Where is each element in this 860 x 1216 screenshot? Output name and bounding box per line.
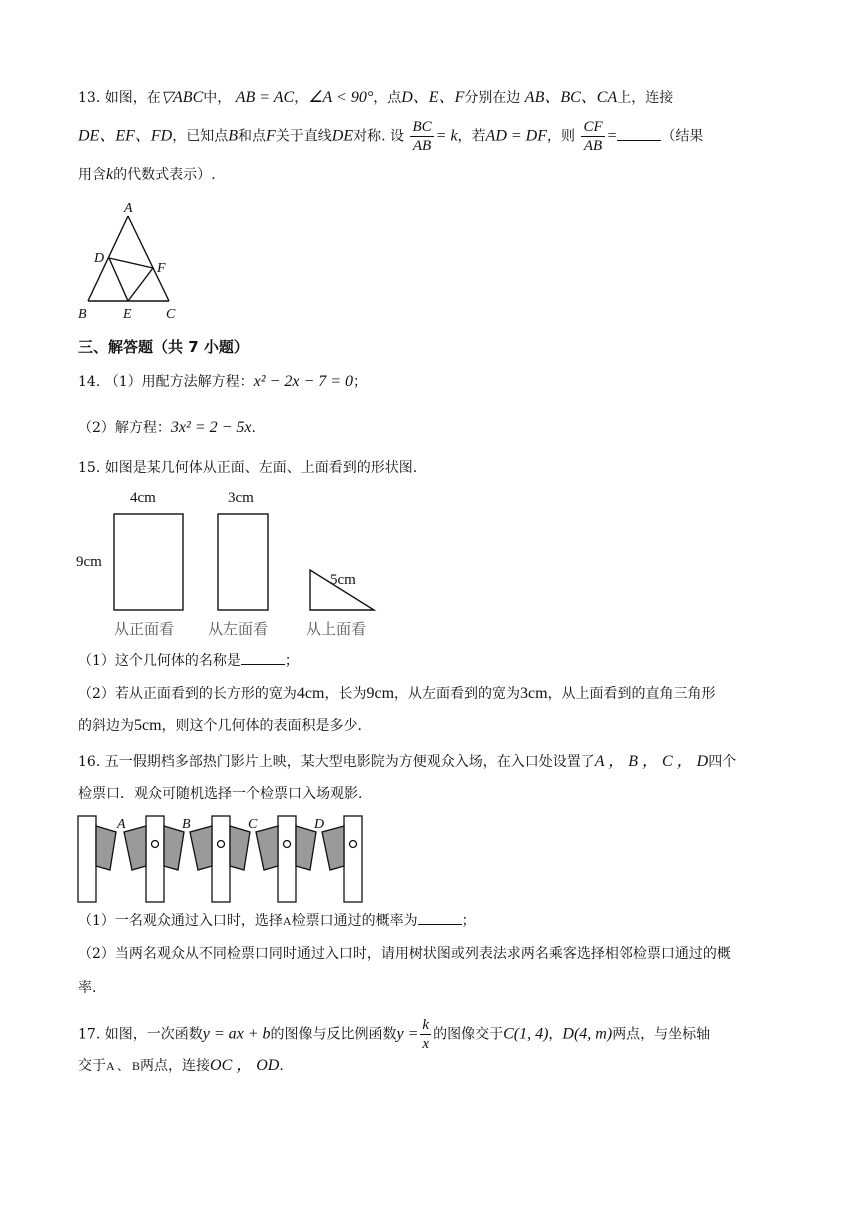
label-a: A	[124, 201, 133, 216]
label-e: E	[123, 307, 132, 322]
q14-number: 14.	[78, 374, 101, 390]
post-hole-5	[350, 841, 357, 848]
q15-three-views-figure	[74, 484, 394, 642]
flap-2l	[124, 826, 146, 870]
q16-part1: （1）一名观众通过入口时，选择A检票口通过的概率为 ；	[78, 910, 783, 931]
q13-line3: 用含k的代数式表示）.	[78, 166, 216, 183]
label-d: D	[94, 251, 105, 266]
gate-post-4	[278, 816, 296, 902]
segment-ef	[128, 268, 153, 301]
segment-de	[109, 258, 128, 301]
side-ac	[128, 216, 169, 301]
q15-part2-line2: 的斜边为5cm，则这个几何体的表面积是多少.	[78, 717, 362, 734]
q15-part2-line1: （2）若从正面看到的长方形的宽为4cm，长为9cm，从左面看到的宽为3cm，从上面看到的直角三角形	[78, 685, 716, 702]
q13-line2: DE、EF、FD，已知点B和点F关于直线DE对称. 设 $\frac{BC}{AB}$ = k，若AD = DF，则 $\frac{CF}{AB}$ = （结果	[78, 119, 704, 154]
q14-line2: （2）解方程：3x² = 2 − 5x.	[78, 419, 256, 436]
q15-part1: （1）这个几何体的名称是 ；	[78, 650, 783, 671]
q13-line1: 13. 如图，在▽ABC中， AB = AC，∠A < 90°，点D、E、F分别在边 AB、BC、CA上，连接	[78, 89, 674, 106]
label-f: F	[157, 261, 166, 276]
flap-3l	[190, 826, 212, 870]
left-view-rect	[218, 514, 268, 610]
q13-number: 13.	[78, 90, 101, 106]
hypotenuse-label: 5cm	[330, 572, 356, 588]
left-width-label: 3cm	[228, 490, 254, 506]
post-hole-2	[152, 841, 159, 848]
flap-2r	[164, 826, 184, 870]
gate-label-a: A	[117, 817, 126, 832]
post-hole-4	[284, 841, 291, 848]
q16-gates-figure	[76, 814, 368, 904]
q17-fraction-k-x: $\frac{k}{x}$	[422, 1017, 430, 1052]
q17-line1: 17. 如图，一次函数y = ax + b的图像与反比例函数y = $\frac{k}{x}$ 的图像交于C(1, 4)，D(4, m)两点，与坐标轴	[78, 1017, 711, 1052]
q16-answer-blank	[418, 910, 462, 925]
q16-line1: 16. 五一假期档多部热门影片上映，某大型电影院为方便观众入场，在入口处设置了A ， B ， C ， D四个	[78, 753, 737, 770]
gate-label-b: B	[182, 817, 191, 832]
gate-post-2	[146, 816, 164, 902]
front-width-label: 4cm	[130, 490, 156, 506]
flap-5l	[322, 826, 344, 870]
label-c: C	[166, 307, 176, 322]
left-view-caption: 从左面看	[208, 622, 269, 638]
q16-line2: 检票口．观众可随机选择一个检票口入场观影.	[78, 786, 363, 802]
front-view-rect	[114, 514, 183, 610]
section-heading: 三、解答题（共 7 小题）	[78, 338, 249, 356]
gate-label-d: D	[314, 817, 325, 832]
gate-post-5	[344, 816, 362, 902]
q13-fraction-cf-ab: $\frac{CF}{AB}$	[583, 119, 603, 154]
gate-label-c: C	[248, 817, 258, 832]
height-label: 9cm	[76, 554, 102, 570]
flap-1r	[96, 826, 116, 870]
post-hole-3	[218, 841, 225, 848]
q17-line2: 交于A 、 B两点，连接OC ， OD.	[78, 1057, 284, 1074]
gate-post-3	[212, 816, 230, 902]
q13-answer-blank	[617, 126, 661, 141]
flap-4l	[256, 826, 278, 870]
q15-line1: 15. 如图是某几何体从正面、左面、上面看到的形状图.	[78, 460, 418, 476]
flap-3r	[230, 826, 250, 870]
front-view-caption: 从正面看	[114, 622, 175, 638]
q13-fraction-bc-ab: $\frac{BC}{AB}$	[412, 119, 432, 154]
flap-4r	[296, 826, 316, 870]
q16-part2-line2: 率.	[78, 980, 97, 996]
label-b: B	[78, 307, 87, 322]
q15-number: 15.	[78, 460, 101, 476]
q15-answer-blank	[241, 650, 285, 665]
q16-number: 16.	[78, 754, 101, 770]
segment-fd	[109, 258, 153, 268]
top-view-caption: 从上面看	[306, 622, 367, 638]
q17-number: 17.	[78, 1026, 101, 1043]
q13-triangle-figure	[74, 198, 186, 324]
q16-part2-line1: （2）当两名观众从不同检票口同时通过入口时，请用树状图或列表法求两名乘客选择相邻检票口通过的概	[78, 946, 731, 962]
q14-line1: 14. （1）用配方法解方程：x² − 2x − 7 = 0；	[78, 373, 368, 390]
gate-post-1	[78, 816, 96, 902]
